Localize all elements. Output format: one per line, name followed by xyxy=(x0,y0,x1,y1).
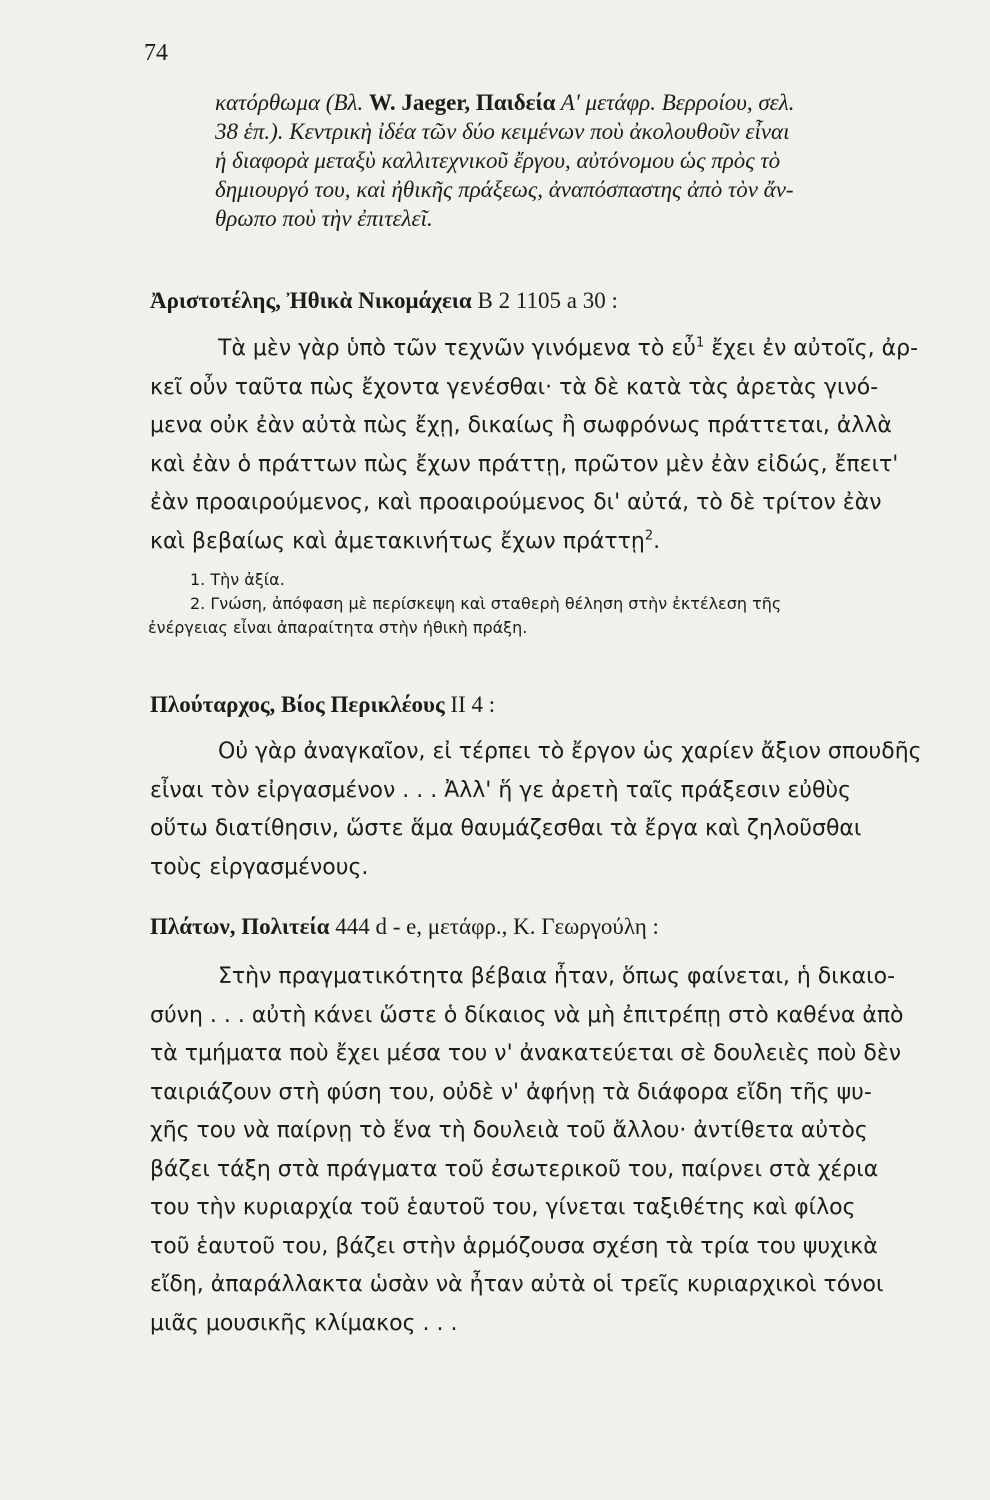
line-text: Τὰ μὲν γὰρ ὑπὸ τῶν τεχνῶν γινόμενα τὸ εὖ xyxy=(218,336,697,361)
aristotle-work: Ἠθικὰ Νικομάχεια xyxy=(286,288,472,313)
passage-line: Οὐ γὰρ ἀναγκαῖον, εἰ τέρπει τὸ ἔργον ὡς χαρίεν ἄξιον σπουδῆς xyxy=(218,739,922,764)
footnotes xyxy=(148,568,980,640)
intro-line: δημιουργό του, καὶ ἠθικῆς πράξεως, ἀναπόσπαστης ἀπὸ τὸν ἄν- xyxy=(215,177,794,202)
passage-line: κεῖ οὖν ταῦτα πὼς ἔχοντα γενέσθαι· τὰ δὲ κατὰ τὰς ἀρετὰς γινό- xyxy=(150,374,879,400)
aristotle-ref: Β 2 1105 a 30 : xyxy=(471,288,618,313)
passage-line: καὶ ἐὰν ὁ πράττων πὼς ἔχων πράττῃ, πρῶτον μὲν ἐὰν εἰδώς, ἔπειτ' xyxy=(150,451,899,477)
footnote-ref: 1 xyxy=(696,335,705,351)
aristotle-author: Ἀριστοτέλης, xyxy=(150,288,281,313)
intro-line: 38 ἑπ.). Κεντρικὴ ἰδέα τῶν δύο κειμένων ποὺ ἀκολουθοῦν εἶναι xyxy=(215,119,790,144)
passage-line: οὕτω διατίθησιν, ὥστε ἅμα θαυμάζεσθαι τὰ ἔργα καὶ ζηλοῦσθαι xyxy=(150,816,862,841)
passage-line: μενα οὐκ ἐὰν αὐτὰ πὼς ἔχῃ, δικαίως ἢ σωφρόνως πράττεται, ἀλλὰ xyxy=(150,413,892,438)
passage-line xyxy=(150,330,980,369)
plato-heading xyxy=(150,914,980,940)
passage-line: ταιριάζουν στὴ φύση του, οὐδὲ ν' ἀφήνῃ τὰ διάφορα εἴδη τῆς ψυ- xyxy=(150,1079,872,1105)
plato-passage xyxy=(150,958,980,1343)
aristotle-heading xyxy=(150,288,980,314)
intro-line: θρωπο ποὺ τὴν ἐπιτελεῖ. xyxy=(215,206,433,231)
line-text: ἔχει ἐν αὐτοῖς, ἀρ- xyxy=(704,336,919,361)
passage-line: σύνη . . . αὐτὴ κάνει ὥστε ὁ δίκαιος νὰ μὴ ἐπιτρέπῃ στὸ καθένα ἀπὸ xyxy=(150,1002,904,1028)
plutarch-author: Πλούταρχος, xyxy=(150,692,276,717)
aristotle-passage xyxy=(150,330,980,561)
intro-line xyxy=(215,88,975,117)
plato-author: Πλάτων, xyxy=(150,914,236,939)
passage-line: μιᾶς μουσικῆς κλίμακος . . . xyxy=(150,1310,458,1336)
passage-line: ἐὰν προαιρούμενος, καὶ προαιρούμενος δι' αὐτά, τὸ δὲ τρίτον ἐὰν xyxy=(150,490,882,515)
passage-line: του τὴν κυριαρχία τοῦ ἑαυτοῦ του, γίνεται ταξιθέτης καὶ φίλος xyxy=(150,1195,856,1220)
passage-line xyxy=(150,523,980,562)
passage-line: χῆς του νὰ παίρνῃ τὸ ἕνα τὴ δουλειὰ τοῦ ἄλλου· ἀντίθετα αὐτὸς xyxy=(150,1118,868,1143)
plutarch-work: Βίος Περικλέους xyxy=(281,692,445,717)
line-text: . xyxy=(653,528,661,554)
footnote-2: 2. Γνώση, ἀπόφαση μὲ περίσκεψη καὶ σταθερὴ θέληση στὴν ἐκτέλεση τῆς xyxy=(190,594,782,613)
footnote-2-cont: ἐνέργειας εἶναι ἀπαραίτητα στὴν ἠθικὴ πράξη. xyxy=(148,618,528,637)
intro-text: Α' μετάφρ. Βερροίου, σελ. xyxy=(555,90,795,115)
plato-ref: 444 d - e, μετάφρ., Κ. Γεωργούλη : xyxy=(329,914,659,939)
plutarch-passage xyxy=(150,733,980,887)
plato-work: Πολιτεία xyxy=(241,914,330,939)
passage-line: εἴδη, ἀπαράλλακτα ὡσὰν νὰ ἦταν αὐτὰ οἱ τρεῖς κυριαρχικοὶ τόνοι xyxy=(150,1272,884,1297)
passage-line: τοῦ ἑαυτοῦ του, βάζει στὴν ἁρμόζουσα σχέση τὰ τρία του ψυχικὰ xyxy=(150,1233,878,1259)
passage-line: βάζει τάξη στὰ πράγματα τοῦ ἐσωτερικοῦ του, παίρνει στὰ χέρια xyxy=(150,1156,879,1182)
footnote-1: 1. Τὴν ἀξία. xyxy=(190,570,285,589)
passage-line: εἶναι τὸν εἰργασμένον . . . Ἀλλ' ἥ γε ἀρετὴ ταῖς πράξεσιν εὐθὺς xyxy=(150,777,852,803)
plutarch-heading xyxy=(150,692,980,718)
line-text: καὶ βεβαίως καὶ ἀμετακινήτως ἔχων πράττῃ xyxy=(150,528,645,554)
plutarch-ref: II 4 : xyxy=(444,692,496,717)
passage-line: τὰ τμήματα ποὺ ἔχει μέσα του ν' ἀνακατεύεται σὲ δουλειὲς ποὺ δὲν xyxy=(150,1041,902,1066)
footnote-ref: 2 xyxy=(644,528,654,544)
passage-line: Στὴν πραγματικότητα βέβαια ἦταν, ὅπως φαίνεται, ἡ δικαιο- xyxy=(218,964,896,989)
passage-line: τοὺς εἰργασμένους. xyxy=(150,854,369,880)
intro-line: ἡ διαφορὰ μεταξὺ καλλιτεχνικοῦ ἔργου, αὐτόνομου ὡς πρὸς τὸ xyxy=(215,148,781,173)
page-number: 74 xyxy=(144,40,168,66)
intro-paragraph xyxy=(215,88,975,233)
intro-citation: W. Jaeger, Παιδεία xyxy=(368,90,556,115)
intro-text: κατόρθωμα (Βλ. xyxy=(215,90,369,115)
